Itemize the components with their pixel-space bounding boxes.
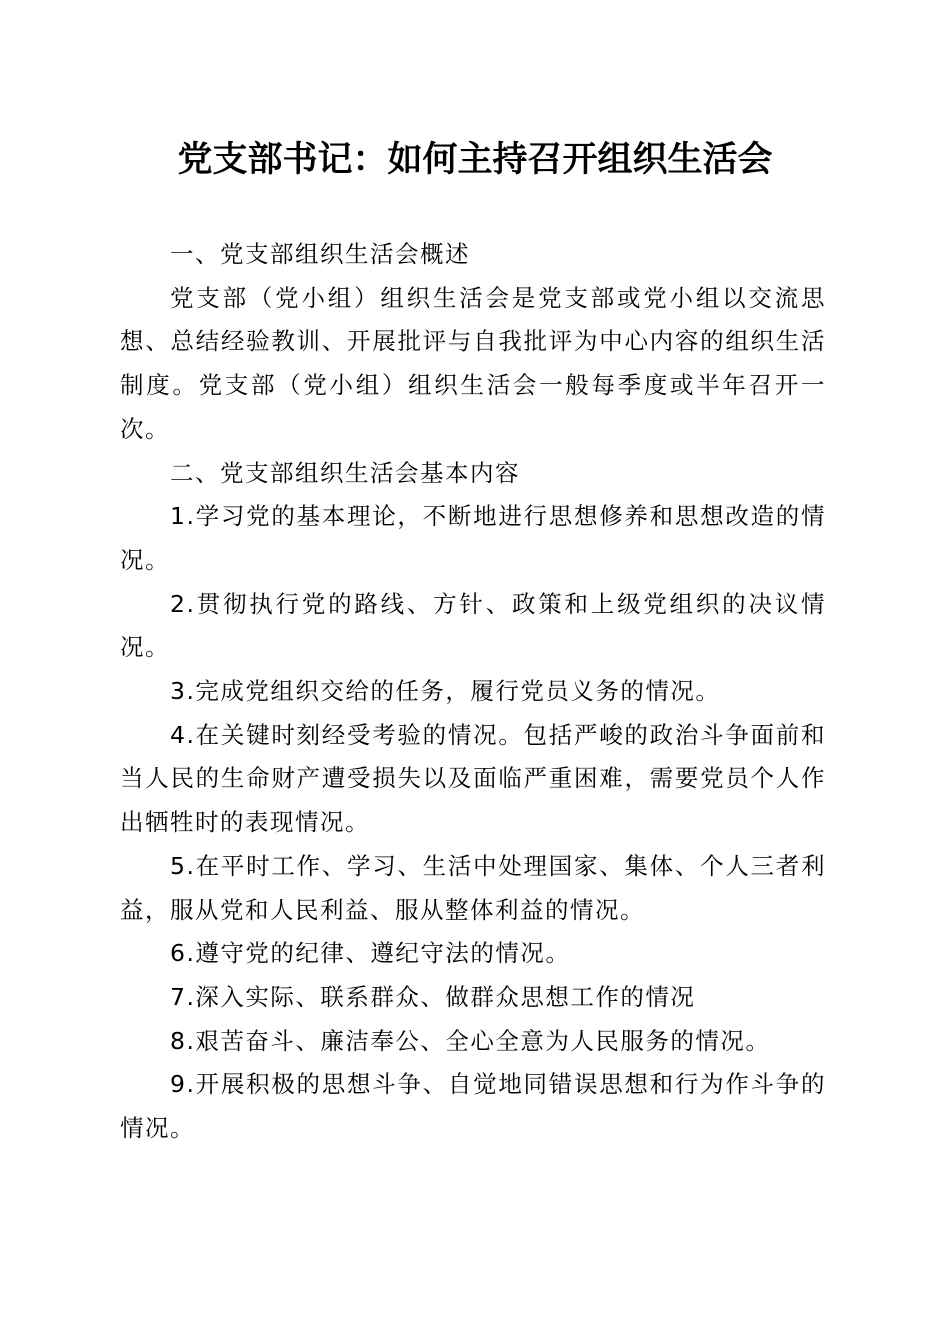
list-item: 7.深入实际、联系群众、做群众思想工作的情况 [170, 982, 696, 1011]
document-body [120, 233, 826, 1151]
list-item: 5.在平时工作、学习、生活中处理国家、集体、个人三者利益，服从党和人民利益、服从整体利益的情况。 [120, 851, 826, 924]
list-item: 8.艰苦奋斗、廉洁奉公、全心全意为人民服务的情况。 [170, 1026, 771, 1055]
list-item: 3.完成党组织交给的任务，履行党员义务的情况。 [170, 677, 721, 706]
section-heading: 二、党支部组织生活会基本内容 [170, 458, 520, 487]
document-title: 党支部书记：如何主持召开组织生活会 [177, 139, 773, 180]
list-item: 4.在关键时刻经受考验的情况。包括严峻的政治斗争面前和当人民的生命财产遭受损失以及面临严重困难，需要党员个人作出牺牲时的表现情况。 [120, 720, 826, 837]
list-item: 9.开展积极的思想斗争、自觉地同错误思想和行为作斗争的情况。 [120, 1070, 826, 1143]
list-item: 1.学习党的基本理论，不断地进行思想修养和思想改造的情况。 [120, 502, 826, 574]
list-item: 2.贯彻执行党的路线、方针、政策和上级党组织的决议情况。 [120, 589, 826, 662]
list-item: 6.遵守党的纪律、遵纪守法的情况。 [170, 939, 571, 968]
section-heading: 一、党支部组织生活会概述 [170, 240, 470, 268]
paragraph: 党支部（党小组）组织生活会是党支部或党小组以交流思想、总结经验教训、开展批评与自我批评为中心内容的组织生活制度。党支部（党小组）组织生活会一般每季度或半年召开一次。 [120, 283, 826, 443]
